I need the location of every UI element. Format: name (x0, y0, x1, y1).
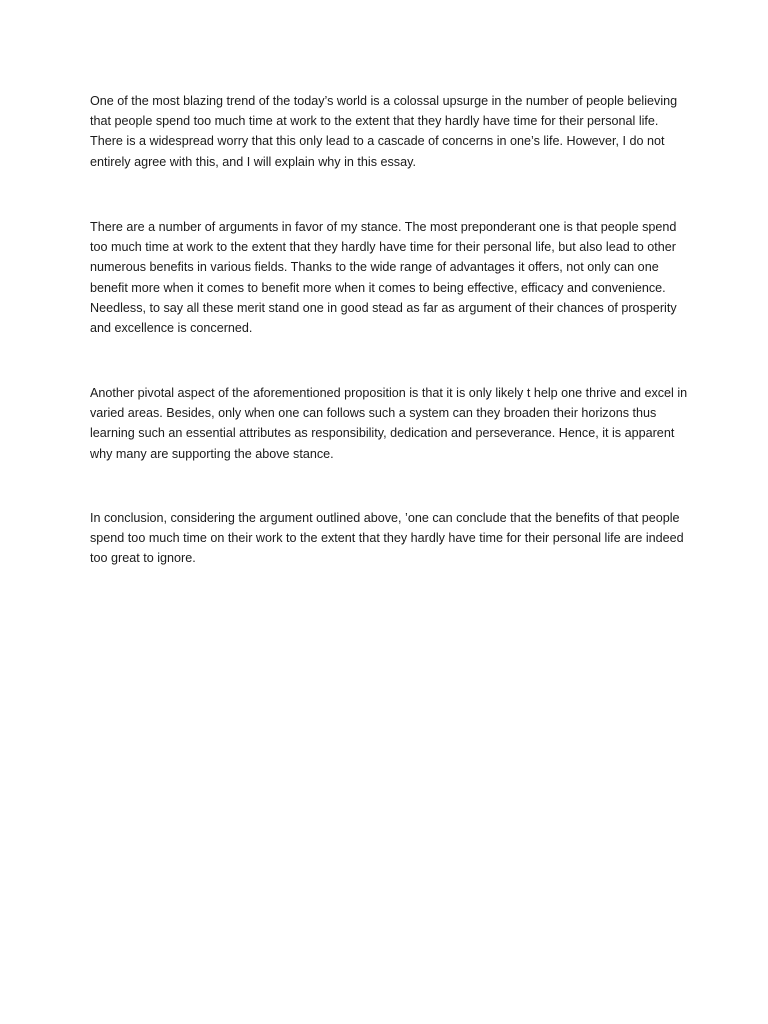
essay-paragraph-argument-one: There are a number of arguments in favor of my stance. The most preponderant one is that people spend too much time at work to the extent that they hardly have time for their personal life, but also lead to other numerous benefits in various fields. Thanks to the wide range of advantages it offers, not only can one benefit more when it comes to benefit more when it comes to being effective, efficacy and convenience. Needless, to say all these merit stand one in good stead as far as argument of their chances of prosperity and excellence is concerned. (90, 220, 677, 336)
essay-paragraph-introduction: One of the most blazing trend of the today’s world is a colossal upsurge in the number of people believing that people spend too much time at work to the extent that they hardly have time for their personal life. There is a widespread worry that this only lead to a cascade of concerns in one’s life. However, I do not entirely agree with this, and I will explain why in this essay. (90, 94, 678, 169)
essay-paragraph-argument-two: Another pivotal aspect of the aforementioned proposition is that it is only likely t help one thrive and excel in varied areas. Besides, only when one can follows such a system can they broaden their horizons thus learning such an essential attributes as responsibility, dedication and perseverance. Hence, it is apparent why many are supporting the above stance. (90, 386, 688, 461)
essay-paragraph-conclusion: In conclusion, considering the argument outlined above, ’one can conclude that the benefits of that people spend too much time on their work to the extent that they hardly have time for their personal life are indeed too great to ignore. (90, 511, 684, 566)
